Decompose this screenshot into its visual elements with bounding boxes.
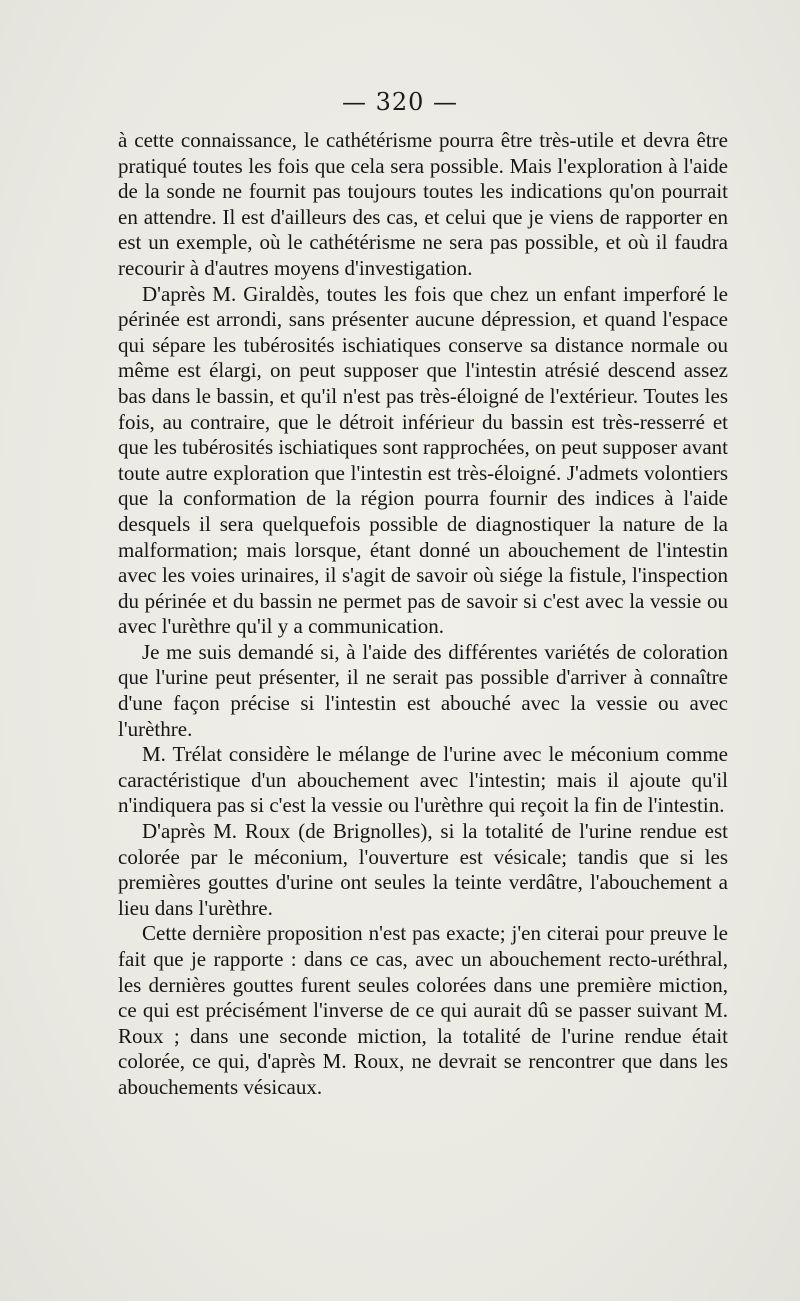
page-number: — 320 —	[341, 88, 459, 116]
paragraph-3: Je me suis demandé si, à l'aide des différentes variétés de coloration que l'urine peut présenter, il ne serait pas possible d'arriver à connaître d'une façon précise si l'intestin est abouché avec la vessie ou avec l'urèthre.	[118, 639, 728, 741]
paragraph-5: D'après M. Roux (de Brignolles), si la totalité de l'urine rendue est colorée par le méconium, l'ouverture est vésicale; tandis que si les premières gouttes d'urine ont seules la teinte verdâtre, l'abouchement a lieu dans l'urèthre.	[118, 819, 728, 920]
paragraph-2: D'après M. Giraldès, toutes les fois que chez un enfant imperforé le périnée est arrondi, sans présenter aucune dépression, et quand l'espace qui sépare les tubérosités ischiatiques conserve sa distance normale ou même est élargi, on peut supposer que l'intestin atrésié descend assez bas dans le bassin, et qu'il n'est pas très-éloigné de l'extérieur. Toutes les fois, au contraire, que le détroit inférieur du bassin est très-resserré et que les tubérosités ischiatiques sont rapprochées, on peut supposer avant toute autre exploration que l'intestin est très-éloigné. J'admets volontiers que la conformation de la région pourra fournir des indices à l'aide desquels il sera quelquefois possible de diagnostiquer la nature de la malformation; mais lorsque, étant donné un abouchement de l'intestin avec les voies urinaires, il s'agit de savoir où siége la fistule, l'inspection du périnée et du bassin ne permet pas de savoir si c'est avec la vessie ou avec l'urèthre qu'il y a communication.	[118, 281, 729, 639]
paragraph-1: à cette connaissance, le cathétérisme pourra être très-utile et devra être pratiqué toutes les fois que cela sera possible. Mais l'exploration à l'aide de la sonde ne fournit pas toujours toutes les indications qu'on pourrait en attendre. Il est d'ailleurs des cas, et celui que je viens de rapporter en est un exemple, où le cathétérisme ne sera pas possible, et où il faudra recourir à d'autres moyens d'investigation.	[118, 128, 728, 280]
body-text	[118, 128, 728, 1101]
paragraph-6: Cette dernière proposition n'est pas exacte; j'en citerai pour preuve le fait que je rapporte : dans ce cas, avec un abouchement recto-uréthral, les dernières gouttes furent seules colorées dans une première miction, ce qui est précisément l'inverse de ce qui aurait dû se passer suivant M. Roux ; dans une seconde miction, la totalité de l'urine rendue était colorée, ce qui, d'après M. Roux, ne devrait se rencontrer que dans les abouchements vésicaux.	[118, 921, 728, 1099]
paragraph-4: M. Trélat considère le mélange de l'urine avec le méconium comme caractéristique d'un abouchement avec l'intestin; mais il ajoute qu'il n'indiquera pas si c'est la vessie ou l'urèthre qui reçoit la fin de l'intestin.	[118, 742, 728, 818]
